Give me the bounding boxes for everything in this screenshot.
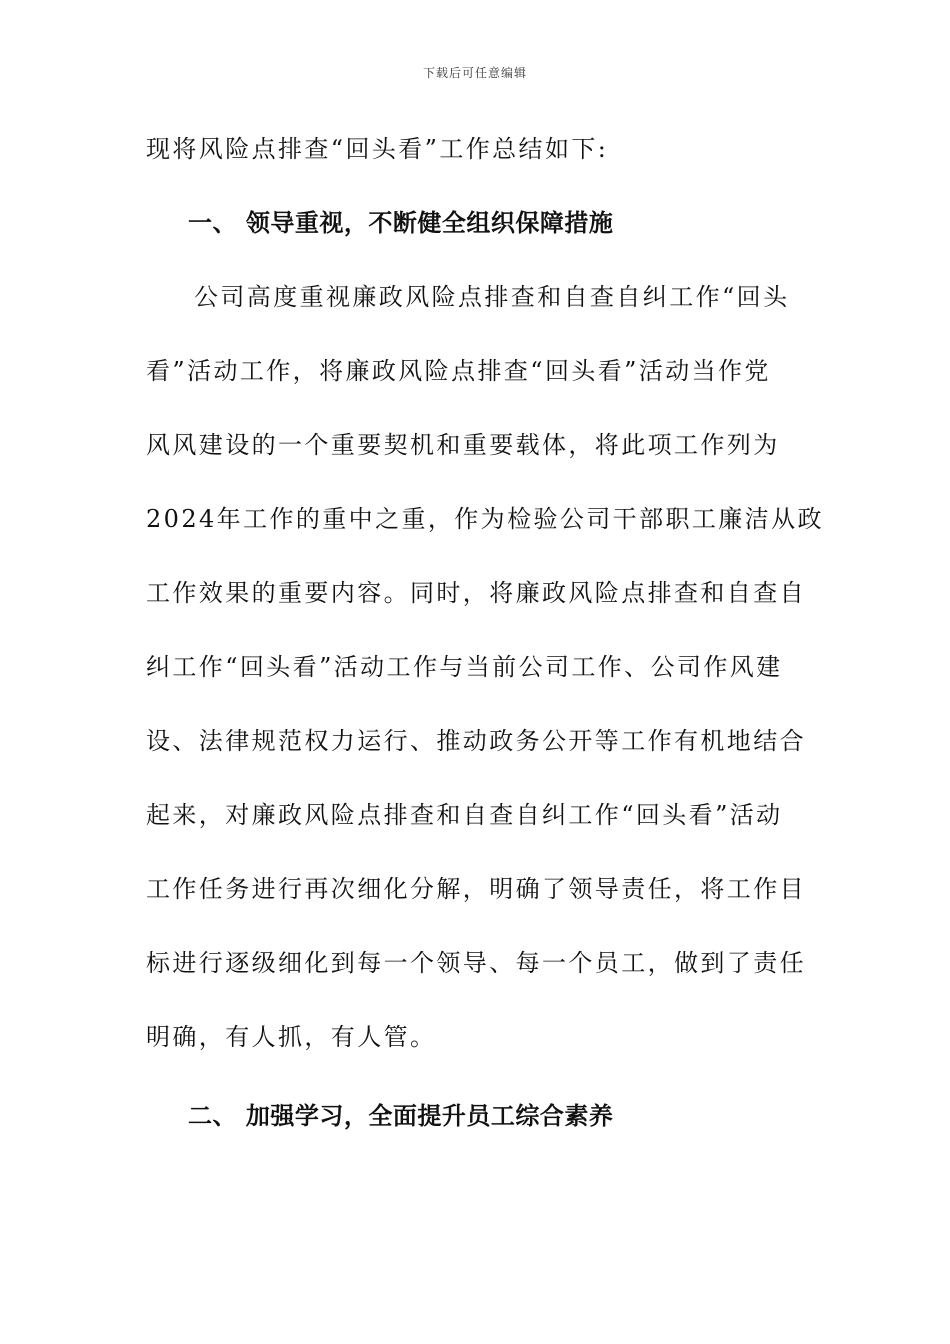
section-heading-1: 一、 领导重视，不断健全组织保障措施 [188, 209, 614, 237]
section-1-paragraph [146, 276, 824, 1059]
paragraph-line: 标进行逐级细化到每一个领导、每一个员工，做到了责任 [146, 949, 806, 977]
paragraph-line: 设、法律规范权力运行、推动政务公开等工作有机地结合 [146, 727, 806, 755]
section-heading-2: 二、 加强学习，全面提升员工综合素养 [188, 1102, 614, 1130]
paragraph-line: 工作效果的重要内容。同时，将廉政风险点排查和自查自 [146, 579, 806, 607]
paragraph-line: 工作任务进行再次细化分解，明确了领导责任，将工作目 [146, 875, 806, 903]
page-header-note: 下载后可任意编辑 [422, 66, 527, 80]
paragraph-line: 公司高度重视廉政风险点排查和自查自纠工作“回头 [194, 283, 790, 311]
paragraph-line: 明确，有人抓，有人管。 [146, 1023, 437, 1051]
document-body [146, 128, 824, 1169]
paragraph-line: 2024年工作的重中之重，作为检验公司干部职工廉洁从政 [146, 505, 824, 533]
paragraph-line: 风风建设的一个重要契机和重要载体，将此项工作列为 [146, 431, 780, 459]
paragraph-line: 看”活动工作，将廉政风险点排查“回头看”活动当作党 [146, 357, 771, 385]
intro-line: 现将风险点排查“回头看”工作总结如下: [146, 135, 609, 163]
paragraph-line: 纠工作“回头看”活动工作与当前公司工作、公司作风建 [146, 653, 783, 681]
paragraph-line: 起来，对廉政风险点排查和自查自纠工作“回头看”活动 [146, 801, 783, 829]
